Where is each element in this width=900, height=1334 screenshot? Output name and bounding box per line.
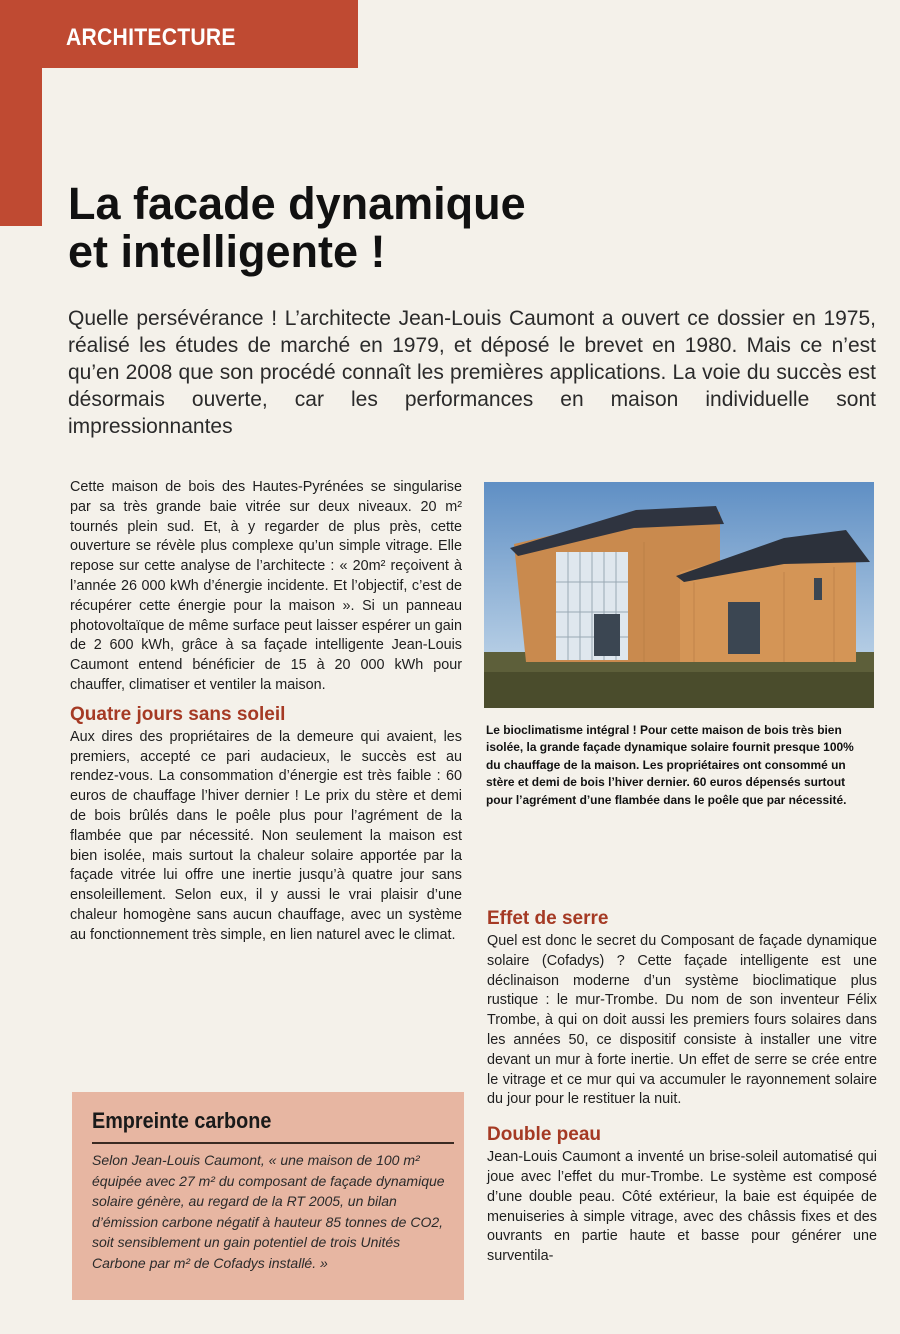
section-label: ARCHITECTURE	[66, 24, 236, 51]
subhead-quatre-jours: Quatre jours sans soleil	[70, 703, 286, 725]
right-paragraph-1: Quel est donc le secret du Composant de façade dynamique solaire (Cofadys) ? Cette façade intelligente est une déclinaison moderne d’un système bioclimatique plus rustique : le mur-Trombe. Du nom de son inventeur Félix Trombe, à qui on doit aussi les premiers fours solaires dans les années 50, ce dispositif consiste à installer une vitre devant un mur à forte inertie. Un effet de serre se crée entre le vitrage et ce mur qui va accumuler le rayonnement solaire du jour pour le restituer la nuit.	[487, 933, 877, 1108]
left-paragraph-1: Cette maison de bois des Hautes-Pyrénées se singularise par sa très grande baie vitrée sur deux niveaux. 20 m² tournés plein sud. Et, à y regarder de plus près, cette ouverture se révèle plus complexe qu’un simple vitrage. Elle repose sur cette analyse de l’architecte : « 20m² reçoivent à l’année 26 000 kWh d’énergie incidente. Et l’objectif, c’est de récupérer cette énergie pour la maison ». Si un panneau photovoltaïque de même surface peut laisser espérer un gain de 2 600 kWh, grâce à sa façade intelligente Jean-Louis Caumont entend bénéficier de 15 à 20 000 kWh pour chauffer, climatiser et ventiler la maison.	[70, 479, 462, 693]
photo-caption: Le bioclimatisme intégral ! Pour cette maison de bois très bien isolée, la grande façade dynamique solaire fournit presque 100% du chauffage de la maison. Les propriétaires ont consommé un stère et demi de bois l’hiver dernier. 60 euros dépensés surtout pour l’agrément d’une flambée dans le poêle que par nécessité.	[486, 723, 854, 807]
sidebar-box-empreinte-carbone	[72, 1092, 464, 1300]
article-title-line-2: et intelligente !	[68, 226, 386, 277]
house-illustration	[484, 482, 874, 708]
right-paragraph-2: Jean-Louis Caumont a inventé un brise-soleil automatisé qui joue avec l’effet du mur-Trombe. Le système est composé d’une double peau. Côté extérieur, la baie est équipée de menuiseries à simple vitrage, avec des châssis fixes et des ouvrants en partie haute et basse pour générer une surventila-	[487, 1149, 877, 1265]
sidebar-box-lead: Selon Jean-Louis Caumont,	[92, 1152, 269, 1168]
sidebar-box-title: Empreinte carbone	[92, 1108, 272, 1133]
left-paragraph-2: Aux dires des propriétaires de la demeure qui avaient, les premiers, accepté ce pari audacieux, le succès est au rendez-vous. La consommation d’énergie est très faible : 60 euros de chauffage l’hiver dernier ! Le prix du stère et demi de bois brûlés dans le poêle plus pour l’agrément de la flambée que par nécessité. Non seulement la maison est bien isolée, mais surtout la chaleur solaire apportée par la façade vitrée lui offre une inertie jusqu’à quatre jour sans ensoleillement. Selon eux, il y aussi le vrai plaisir d’une chaleur homogène sans aucun chauffage, avec un système au fonctionnement très simple, en lien naturel avec le climat.	[70, 728, 462, 943]
sidebar-box-quote: « une maison de 100 m² équipée avec 27 m² du composant de façade dynamique solaire génère, au regard de la RT 2005, un bilan d’émission carbone négatif à hauteur 85 tonnes de CO2, soit sensiblement un gain potentiel de trois Unités Carbone par m² de Cofadys installé. »	[92, 1152, 445, 1271]
subhead-double-peau: Double peau	[487, 1124, 602, 1146]
house-photo	[484, 482, 874, 708]
article-intro: Quelle persévérance ! L’architecte Jean-Louis Caumont a ouvert ce dossier en 1975, réalisé les études de marché en 1979, et déposé le brevet en 1980. Mais ce n’est qu’en 2008 que son procédé connaît les premières applications. La voie du succès est désormais ouverte, car les performances en maison individuelle sont impressionnantes	[68, 307, 876, 438]
left-column	[70, 478, 462, 946]
article-title	[68, 180, 868, 276]
right-column	[487, 908, 877, 1267]
sidebar-box-rule	[92, 1142, 454, 1144]
sidebar-box-text	[92, 1150, 452, 1273]
article-title-line-1: La facade dynamique	[68, 178, 526, 229]
section-side-bar	[0, 68, 42, 226]
subhead-effet-de-serre: Effet de serre	[487, 908, 609, 929]
